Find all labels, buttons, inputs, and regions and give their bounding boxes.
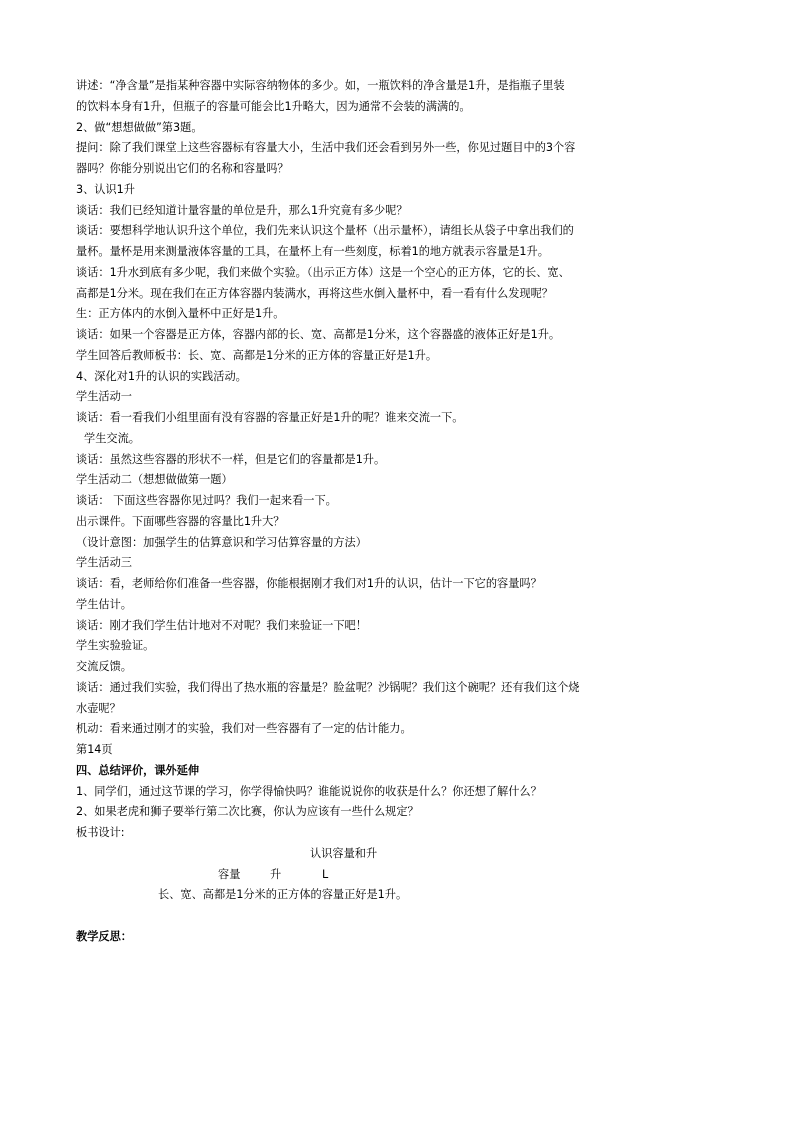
text-line: 量杯。量杯是用来测量液体容量的工具，在量杯上有一些刻度，标着1的地方就表示容量是1升。 (76, 245, 549, 258)
text-line: 学生估计。 (76, 597, 132, 611)
document-body (76, 76, 636, 948)
text-line: 谈话：我们已经知道计量容量的单位是升，那么1升究竟有多少呢？ (76, 203, 408, 217)
text-line: 1、同学们，通过这节课的学习，你学得愉快吗？谁能说说你的收获是什么？你还想了解什么？ (76, 784, 542, 798)
text-line: （设计意图：加强学生的估算意识和学习估算容量的方法） (76, 535, 367, 549)
section-heading-3: 3、认识1升 (76, 182, 135, 196)
text-line: 生：正方体内的水倒入量杯中正好是1升。 (76, 307, 285, 321)
board-statement: 长、宽、高都是1分米的正方体的容量正好是1升。 (158, 888, 408, 902)
text-line: 谈话：看，老师给你们准备一些容器，你能根据刚才我们对1升的认识，估计一下它的容量吗？ (76, 577, 542, 590)
text-line: 学生交流。 (84, 431, 140, 445)
text-line: 谈话：1升水到底有多少呢，我们来做个实验。（出示正方体）这是一个空心的正方体，它的长、宽、 (76, 265, 570, 279)
page-reference: 第14页 (76, 743, 113, 756)
text-line: 出示课件。下面哪些容器的容量比1升大？ (76, 514, 285, 528)
text-line: 谈话：如果一个容器是正方体，容器内部的长、宽、高都是1分米，这个容器盛的液体正好是1升。 (76, 328, 561, 341)
activity-heading-1: 学生活动一 (76, 390, 132, 404)
section-heading-4: 4、深化对1升的认识的实践活动。 (76, 369, 247, 383)
board-term-capacity: 容量 (218, 867, 241, 881)
text-line: 高都是1分米。现在我们在正方体容器内装满水，再将这些水倒入量杯中，看一看有什么发现呢？ (76, 286, 553, 300)
text-line: 机动：看来通过刚才的实验，我们对一些容器有了一定的估计能力。 (76, 722, 412, 736)
text-line: 谈话：要想科学地认识升这个单位，我们先来认识这个量杯（出示量杯），请组长从袋子中拿出我们的 (76, 224, 574, 238)
text-line: 谈话：虽然这些容器的形状不一样，但是它们的容量都是1升。 (76, 452, 386, 466)
text-line: 2、做“想想做做”第3题。 (76, 120, 203, 134)
board-term-liter: 升 (270, 867, 282, 881)
activity-heading-3: 学生活动三 (76, 556, 132, 570)
board-terms-row (76, 865, 636, 886)
section-heading-summary: 四、总结评价，课外延伸 (76, 763, 200, 777)
text-line: 讲述：“净含量”是指某种容器中实际容纳物体的多少。如，一瓶饮料的净含量是1升，是指瓶子里装 (76, 79, 565, 92)
text-line: 谈话：看一看我们小组里面有没有容器的容量正好是1升的呢？谁来交流一下。 (76, 411, 464, 424)
board-title: 认识容量和升 (310, 846, 378, 860)
text-line: 谈话：通过我们实验，我们得出了热水瓶的容量是？脸盆呢？沙锅呢？我们这个碗呢？还有我们这个烧 (76, 680, 580, 694)
text-line: 学生实验验证。 (76, 639, 155, 653)
blank-line (76, 906, 636, 927)
text-line: 谈话： 下面这些容器你见过吗？我们一起来看一下。 (76, 494, 337, 507)
activity-heading-2: 学生活动二（想想做做第一题） (76, 473, 233, 487)
board-design-label: 板书设计: (76, 826, 125, 839)
text-line: 谈话：刚才我们学生估计地对不对呢？我们来验证一下吧！ (76, 618, 367, 632)
text-line: 水壶呢？ (76, 701, 121, 715)
text-line: 2、如果老虎和狮子要举行第二次比赛，你认为应该有一些什么规定？ (76, 805, 419, 819)
board-term-unit: L (322, 867, 329, 881)
text-line: 的饮料本身有1升，但瓶子的容量可能会比1升略大，因为通常不会装的满满的。 (76, 99, 471, 113)
reflection-heading: 教学反思： (76, 929, 132, 943)
text-line: 器吗？你能分别说出它们的名称和容量吗？ (76, 162, 289, 175)
text-line: 交流反馈。 (76, 660, 132, 673)
text-line: 提问：除了我们课堂上这些容器标有容量大小，生活中我们还会看到另外一些，你见过题目中的3个容 (76, 141, 576, 155)
text-line: 学生回答后教师板书：长、宽、高都是1分米的正方体的容量正好是1升。 (76, 348, 438, 362)
